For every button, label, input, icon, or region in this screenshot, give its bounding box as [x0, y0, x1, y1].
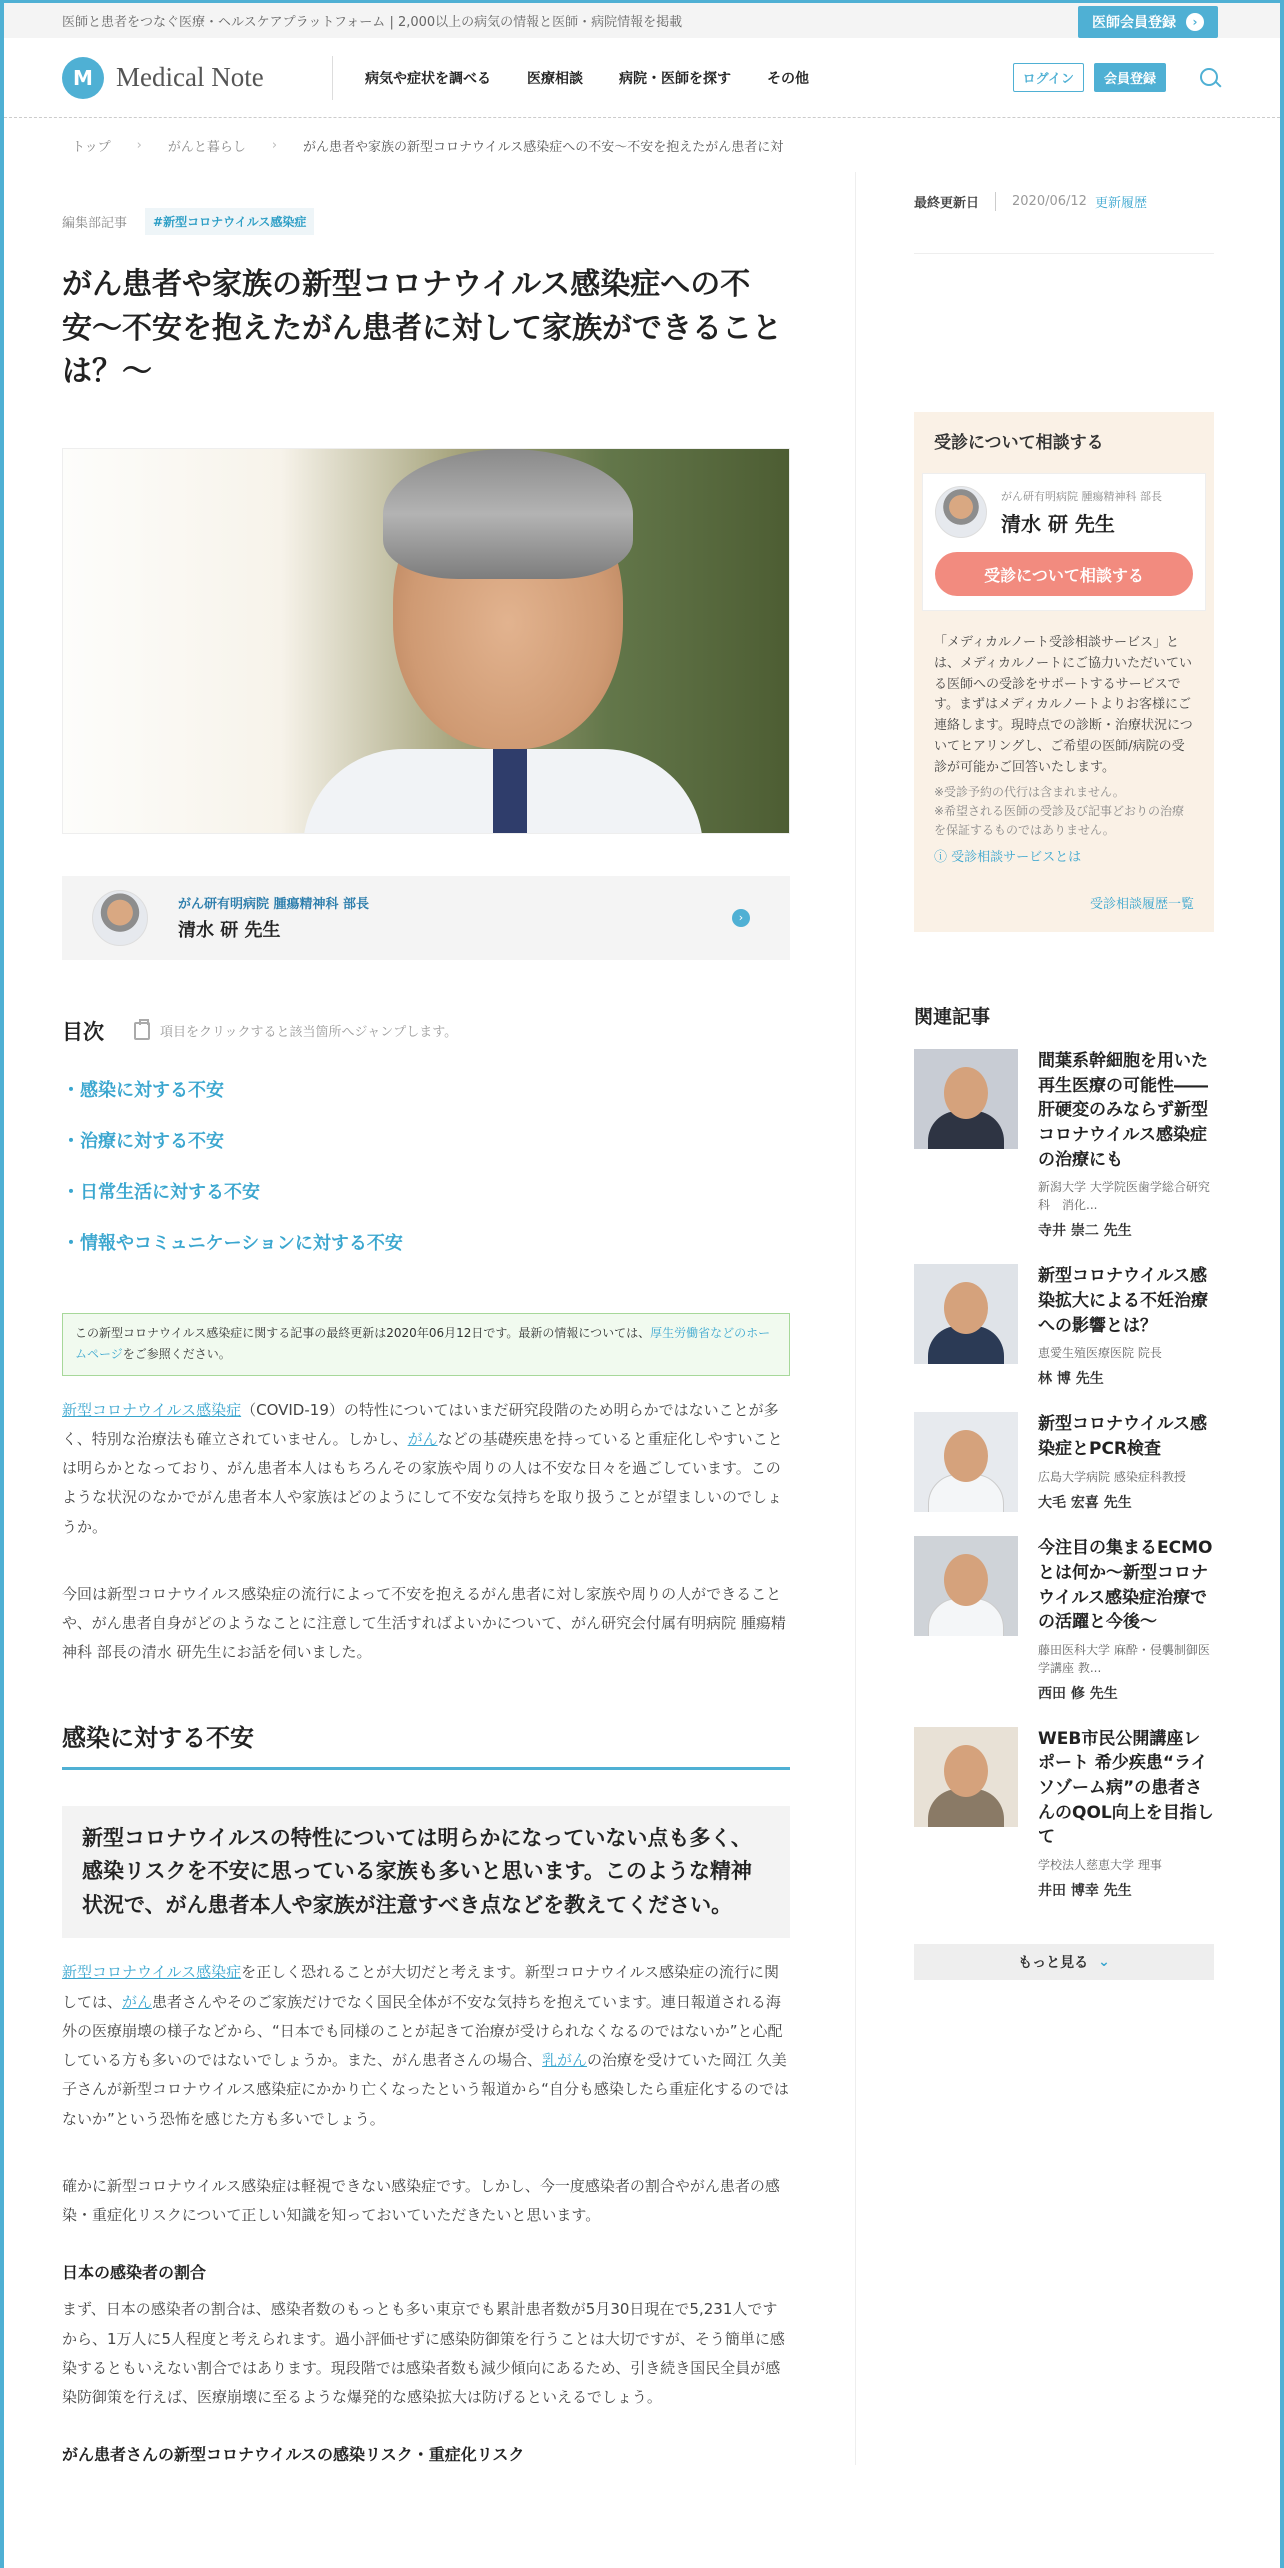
- related-thumbnail: [914, 1727, 1018, 1827]
- related-title-text: WEB市民公開講座レポート 希少疾患“ライソゾーム病”の患者さんのQOL向上を目指して: [1038, 1728, 1214, 1848]
- login-button[interactable]: ログイン: [1013, 63, 1084, 92]
- related-affiliation: 藤田医科大学 麻酔・侵襲制御医学講座 教...: [1038, 1642, 1210, 1675]
- chevron-right-icon: ›: [136, 137, 142, 153]
- related-affiliation: 広島大学病院 感染症科教授: [1038, 1469, 1186, 1484]
- logo-icon: M: [62, 57, 104, 99]
- related-author: 西田 修 先生: [1038, 1685, 1118, 1702]
- subheading: がん患者さんの新型コロナウイルスの感染リスク・重症化リスク: [62, 2445, 525, 2465]
- related-thumbnail: [914, 1264, 1018, 1364]
- show-more-button[interactable]: [914, 1944, 1214, 1980]
- paragraph: [62, 1958, 790, 2134]
- related-affiliation: 新潟大学 大学院医歯学総合研究科 消化...: [1038, 1180, 1210, 1213]
- related-title-text: 新型コロナウイルス感染拡大による不妊治療への影響とは？: [1038, 1266, 1208, 1336]
- related-author: 林 博 先生: [1038, 1371, 1104, 1388]
- nav-item-diseases[interactable]: 病気や症状を調べる: [365, 70, 491, 87]
- doctor-register-button[interactable]: [1078, 6, 1218, 38]
- consult-button[interactable]: 受診について相談する: [935, 552, 1193, 596]
- logo-text: Medical Note: [116, 62, 264, 92]
- paragraph: まず、日本の感染者の割合は、感染者数のもっとも多い東京でも累計患者数が5月30日現在で5,231人ですから、1万人に5人程度と考えられます。過小評価せずに感染防御策を行うことは大切ですが、そう簡単に感染するともいえない割合ではあります。現段階では感染者数も減少傾向にあるため、引き続き国民全員が感染防御策を行えば、医療崩壊に至るような爆発的な感染拡大は防げるといえるでしょう。: [62, 2300, 785, 2407]
- toc-title: 目次: [62, 1019, 104, 1044]
- article-category: 編集部記事: [62, 216, 128, 231]
- related-author: 寺井 崇二 先生: [1038, 1223, 1132, 1240]
- related-title-text: 間葉系幹細胞を用いた再生医療の可能性――肝硬変のみならず新型コロナウイルス感染症の治療にも: [1038, 1051, 1208, 1170]
- nav-item-consult[interactable]: 医療相談: [527, 70, 583, 87]
- last-updated: [914, 192, 1214, 254]
- related-affiliation: 学校法人慈恵大学 理事: [1038, 1858, 1162, 1873]
- hero-image: [62, 448, 790, 834]
- chevron-down-icon: ⌄: [1098, 1954, 1110, 1971]
- breadcrumb-top[interactable]: トップ: [72, 139, 111, 155]
- update-notice: [62, 1313, 790, 1376]
- article-tag[interactable]: #新型コロナウイルス感染症: [145, 208, 314, 235]
- breadcrumb: [4, 118, 804, 172]
- related-title-text: 新型コロナウイルス感染症とPCR検査: [1038, 1414, 1207, 1459]
- inline-link[interactable]: 新型コロナウイルス感染症: [62, 1400, 242, 1419]
- search-icon[interactable]: [1198, 66, 1222, 90]
- consult-heading: 受診について相談する: [934, 433, 1104, 453]
- toc-item[interactable]: ・ 治療に対する不安: [62, 1127, 797, 1153]
- text: （COVID-19）の特性についてはいまだ研究段階のため明らかではないことが多く、特別な治療法も確立されていません。しかし、: [62, 1400, 779, 1448]
- tagline: 医師と患者をつなぐ医療・ヘルスケアプラットフォーム | 2,000以上の病気の情報と医師・病院情報を掲載: [62, 15, 683, 30]
- updated-label: 最終更新日: [914, 192, 996, 211]
- breadcrumb-current: がん患者や家族の新型コロナウイルス感染症への不安〜不安を抱えたがん患者に対: [303, 139, 784, 155]
- site-header: [4, 38, 1280, 118]
- sidebar: [856, 172, 1220, 2465]
- text: を正しく恐れることが大切だと考えます。新型コロナウイルス感染症の流行に関しては、: [62, 1963, 780, 2011]
- nav-item-hospitals[interactable]: 病院・医師を探す: [619, 70, 731, 87]
- inline-link[interactable]: 新型コロナウイルス感染症: [62, 1963, 242, 1982]
- chevron-right-icon: ›: [732, 909, 750, 927]
- consult-info-link[interactable]: ⓘ 受診相談サービスとは: [934, 850, 1082, 866]
- related-title-text: 今注目の集まるECMOとは何か〜新型コロナウイルス感染症治療での活躍と今後〜: [1038, 1538, 1213, 1633]
- text: 患者さんやそのご家族だけでなく国民全体が不安な気持ちを抱えています。連日報道される海外の医療崩壊の様子などから、“日本でも同様のことが起きて治療が受けられなくなるのではないか”と心配している方も多いのではないでしょうか。また、がん患者さんの場合、: [62, 1992, 783, 2070]
- consult-box: [914, 412, 1214, 932]
- paragraph: 今回は新型コロナウイルス感染症の流行によって不安を抱えるがん患者に対し家族や周りの人ができることや、がん患者自身がどのようなことに注意して生活すればよいかについて、がん研究会付属有明病院 腫瘍精神科 部長の清水 研先生にお話を伺いました。: [62, 1584, 786, 1662]
- chevron-right-icon: ›: [271, 137, 278, 153]
- consult-description: 「メディカルノート受診相談サービス」とは、メディカルノートにご協力いただいている医師への受診をサポートするサービスです。まずはメディカルノートよりお客様にご連絡します。現時点での診断・治療状況についてヒアリングし、ご希望の医師/病院の受診が可能かご回答いたします。: [934, 635, 1193, 775]
- show-more-label: もっと見る: [1018, 1955, 1089, 1972]
- update-history-link[interactable]: 更新履歴: [1094, 196, 1147, 211]
- consult-affiliation: がん研有明病院 腫瘍精神科 部長: [1001, 489, 1162, 503]
- toc-hint: 項目をクリックすると該当箇所へジャンプします。: [160, 1025, 458, 1040]
- related-article[interactable]: [914, 1536, 1214, 1703]
- avatar: [935, 486, 987, 538]
- notice-tail: をご参照ください。: [122, 1347, 231, 1362]
- related-author: 井田 博幸 先生: [1038, 1883, 1132, 1900]
- toc-item[interactable]: ・ 日常生活に対する不安: [62, 1178, 797, 1204]
- top-bar: [4, 0, 1280, 38]
- subheading: 日本の感染者の割合: [62, 2263, 207, 2283]
- doctor-name: 清水 研 先生: [178, 920, 281, 941]
- related-thumbnail: [914, 1412, 1018, 1512]
- text: などの基礎疾患を持っていると重症化しやすいことは明らかとなっており、がん患者本人はもちろんその家族や周りの人は不安な日々を過ごしています。このような状況のなかでがん患者本人や家族はどのようにして不安な気持ちを取り扱うことが望ましいのでしょうか。: [62, 1429, 783, 1536]
- clipboard-icon: [134, 1022, 150, 1040]
- nav-item-other[interactable]: その他: [767, 70, 809, 87]
- notice-text: この新型コロナウイルス感染症に関する記事の最終更新は2020年06月12日です。最新の情報については、: [75, 1325, 651, 1340]
- doctor-card[interactable]: [62, 876, 790, 960]
- doctor-affiliation: がん研有明病院 腫瘍精神科 部長: [178, 897, 370, 912]
- related-article[interactable]: [914, 1049, 1214, 1240]
- page-title: がん患者や家族の新型コロナウイルス感染症への不安〜不安を抱えたがん患者に対して家族ができることは？〜: [62, 267, 782, 389]
- related-article[interactable]: [914, 1412, 1214, 1512]
- updated-date: 2020/06/12: [1012, 194, 1087, 209]
- chevron-right-icon: ›: [1186, 13, 1204, 31]
- related-author: 大毛 宏喜 先生: [1038, 1494, 1132, 1511]
- article-main: [4, 172, 856, 2465]
- consult-doctor-name: 清水 研 先生: [1001, 511, 1115, 536]
- related-thumbnail: [914, 1536, 1018, 1636]
- doctor-register-label: 医師会員登録: [1092, 14, 1176, 31]
- toc-item[interactable]: ・ 情報やコミュニケーションに対する不安: [62, 1229, 797, 1255]
- consult-note: ※受診予約の代行は含まれません。: [934, 784, 1125, 799]
- breadcrumb-category[interactable]: がんと暮らし: [167, 139, 246, 155]
- inline-link[interactable]: がん: [122, 1992, 153, 2011]
- notice-link[interactable]: 厚生労働省などのホームページ: [75, 1325, 771, 1362]
- table-of-contents: [62, 1016, 797, 1255]
- paragraph: [62, 1396, 790, 1542]
- related-thumbnail: [914, 1049, 1018, 1149]
- related-article[interactable]: [914, 1264, 1214, 1388]
- inline-link[interactable]: 乳がん: [542, 2051, 588, 2070]
- related-title: 関連記事: [914, 1006, 991, 1029]
- paragraph: 確かに新型コロナウイルス感染症は軽視できない感染症です。しかし、今一度感染者の割合やがん患者の感染・重症化リスクについて正しい知識を知っておいていただきたいと思います。: [62, 2176, 780, 2225]
- text: の治療を受けていた岡江 久美子さんが新型コロナウイルス感染症にかかり亡くなったという報道から“自分も感染したら重症化するのではないか”という恐怖を感じた方も多いでしょう。: [62, 2051, 789, 2128]
- related-affiliation: 恵愛生殖医療医院 院長: [1038, 1346, 1162, 1361]
- main-nav: [332, 56, 1013, 100]
- related-article[interactable]: [914, 1727, 1214, 1900]
- logo[interactable]: [62, 57, 332, 99]
- consult-note: ※希望される医師の受診及び記事どおりの治療を保証するものではありません。: [934, 803, 1185, 837]
- section-heading: 感染に対する不安: [62, 1718, 790, 1770]
- toc-item[interactable]: ・ 感染に対する不安: [62, 1076, 797, 1102]
- register-button[interactable]: 会員登録: [1094, 63, 1166, 92]
- avatar: [92, 890, 148, 946]
- question-box: 新型コロナウイルスの特性については明らかになっていない点も多く、感染リスクを不安に思っている家族も多いと思います。このような精神状況で、がん患者本人や家族が注意すべき点などを教えてください。: [62, 1806, 790, 1939]
- inline-link[interactable]: がん: [407, 1429, 438, 1448]
- consult-history-link[interactable]: 受診相談履歴一覧: [1089, 897, 1194, 913]
- header-actions: [1013, 63, 1222, 92]
